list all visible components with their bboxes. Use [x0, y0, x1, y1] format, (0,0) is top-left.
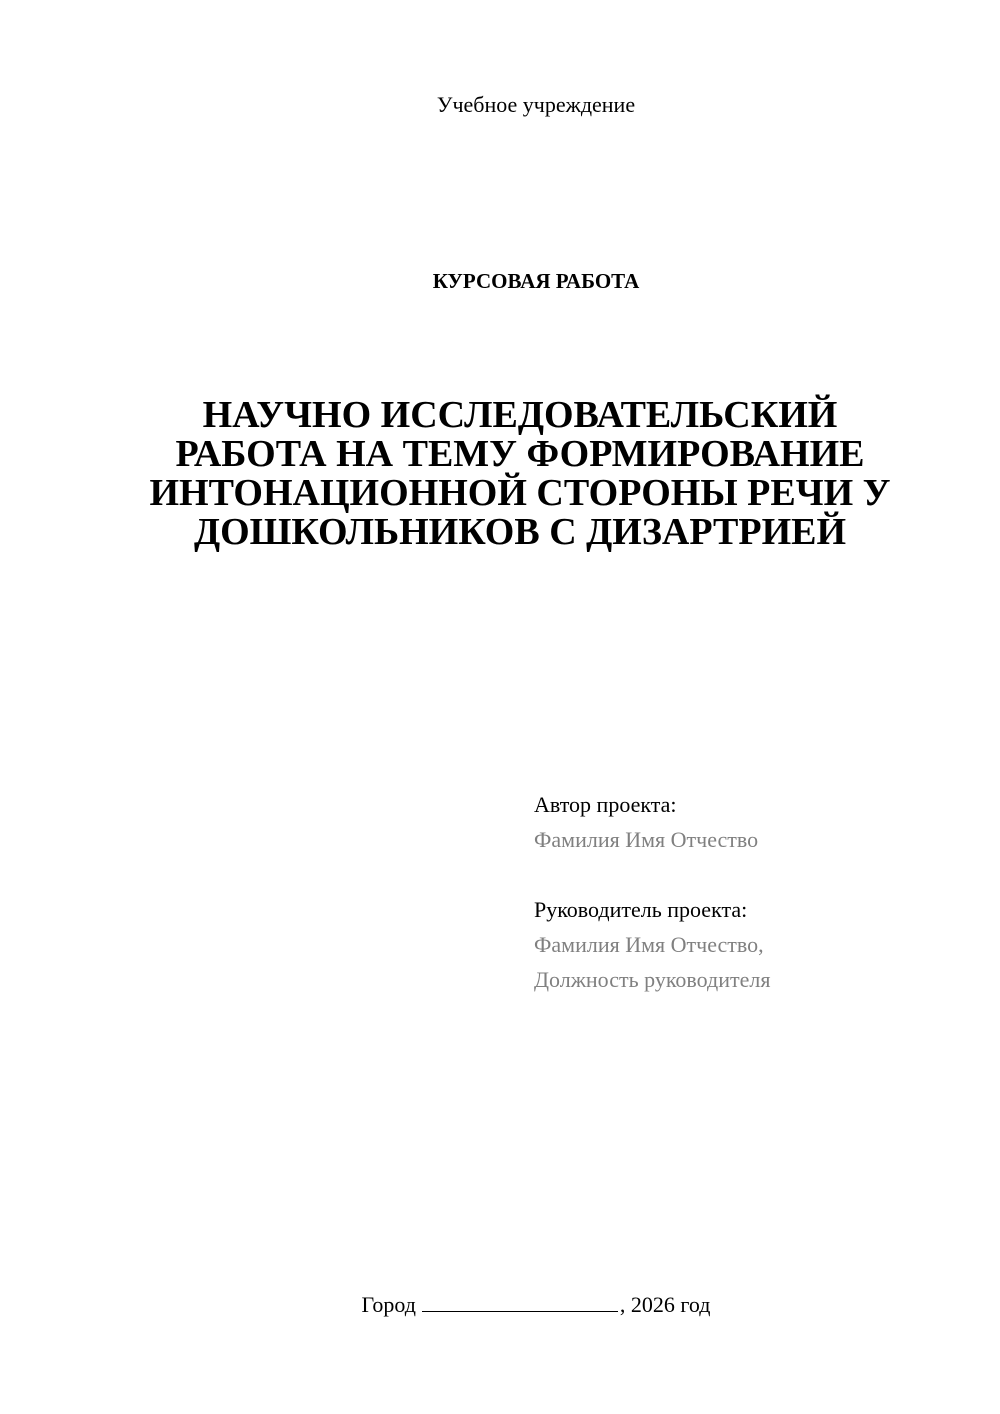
institution-name: Учебное учреждение	[436, 92, 636, 117]
document-title	[120, 396, 920, 552]
author-label: Автор проекта:	[534, 792, 677, 817]
title-line: ИНТОНАЦИОННОЙ СТОРОНЫ РЕЧИ У	[149, 472, 891, 514]
city-blank-line	[422, 1291, 618, 1312]
title-line: НАУЧНО ИССЛЕДОВАТЕЛЬСКИЙ	[202, 394, 838, 436]
year-text: , 2026 год	[619, 1292, 711, 1317]
footer-city-year	[0, 1290, 1000, 1320]
supervisor-label: Руководитель проекта:	[534, 897, 748, 922]
city-label: Город	[361, 1292, 416, 1317]
author-name-placeholder: Фамилия Имя Отчество	[534, 827, 759, 852]
title-line: РАБОТА НА ТЕМУ ФОРМИРОВАНИЕ	[175, 433, 865, 475]
author-block	[534, 787, 954, 857]
supervisor-block	[534, 892, 954, 997]
supervisor-name-placeholder: Фамилия Имя Отчество,	[534, 932, 764, 957]
title-line: ДОШКОЛЬНИКОВ С ДИЗАРТРИЕЙ	[193, 511, 847, 553]
supervisor-position-placeholder: Должность руководителя	[534, 967, 771, 992]
work-type-heading: КУРСОВАЯ РАБОТА	[432, 269, 640, 293]
